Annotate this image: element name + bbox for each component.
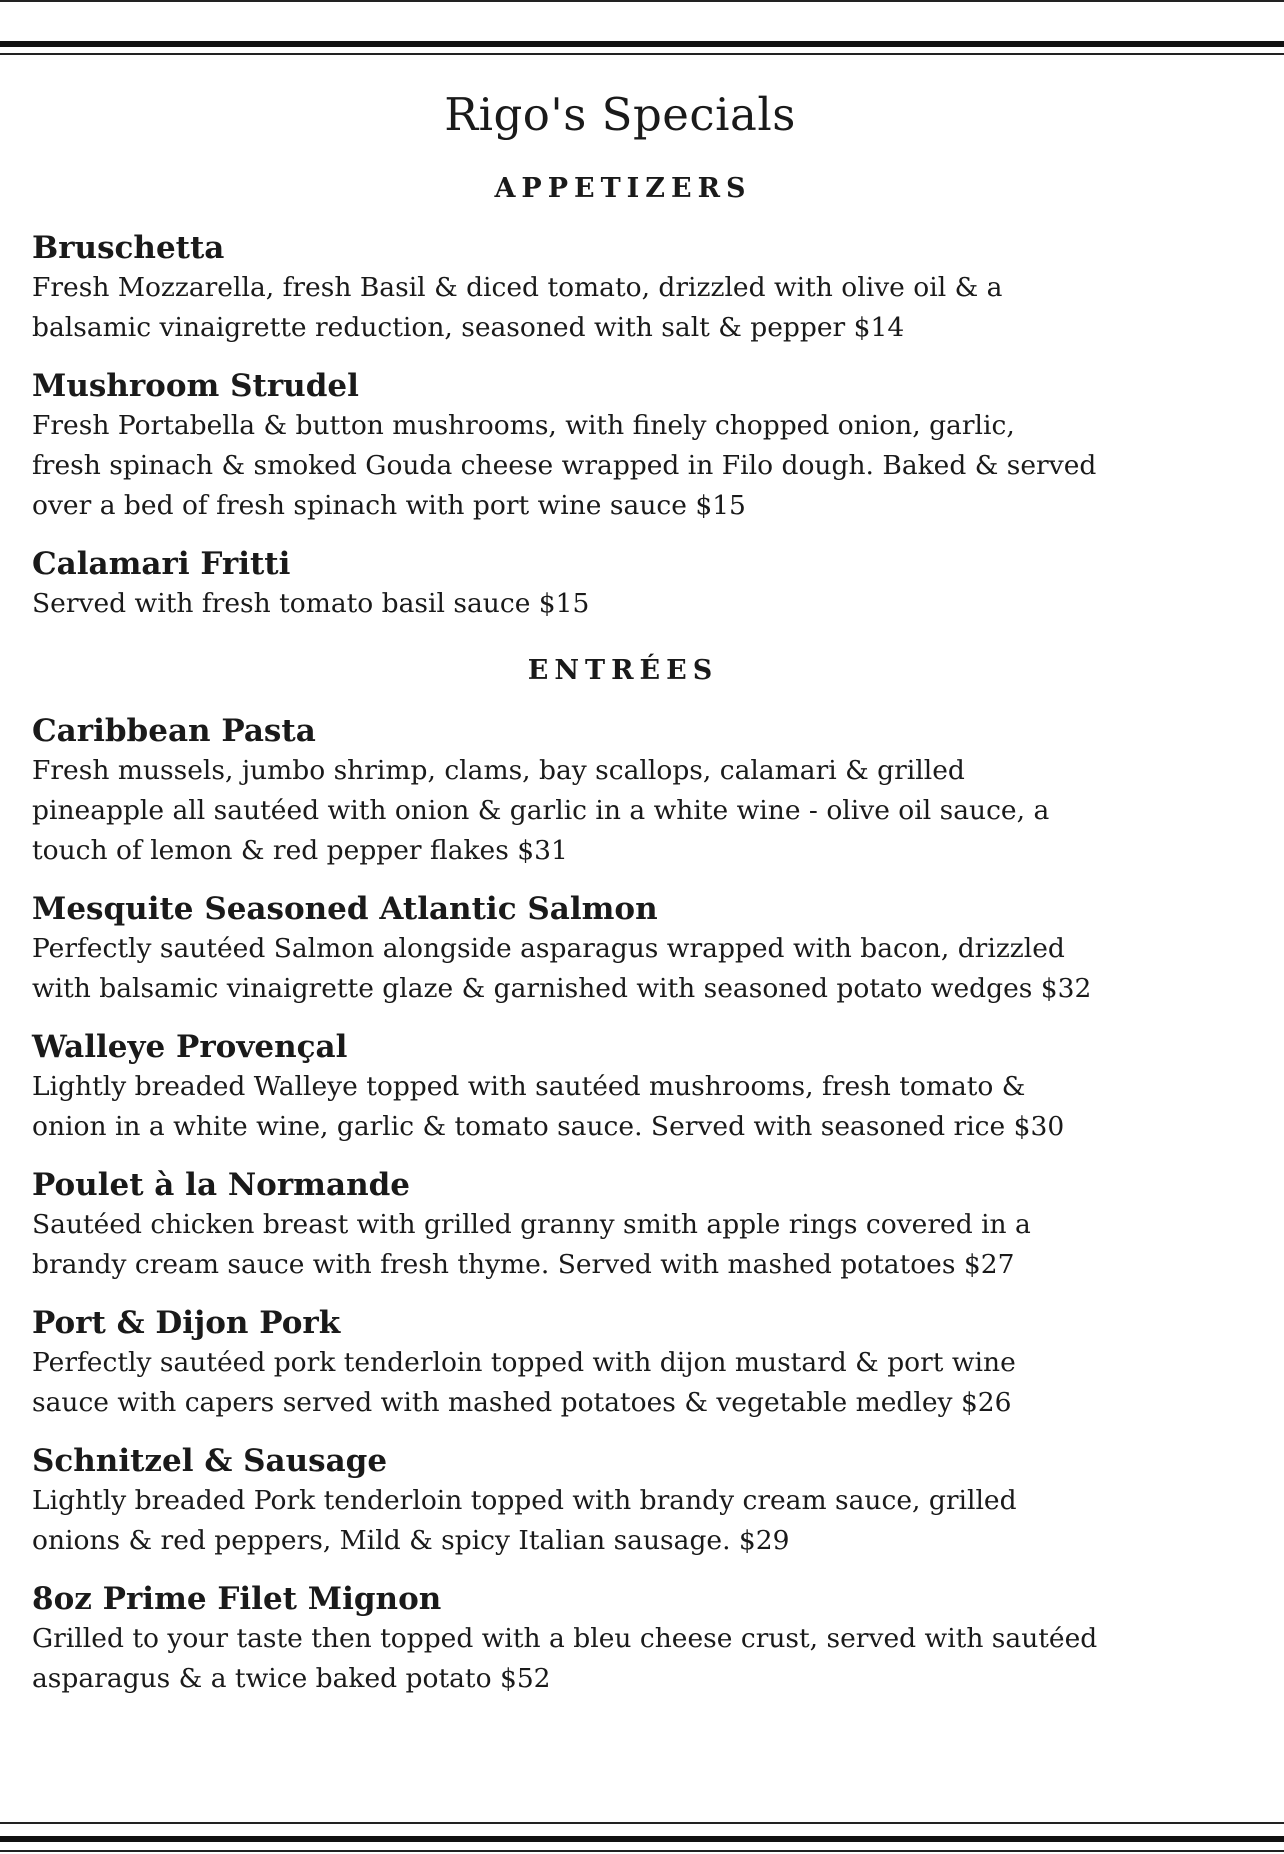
description-line: Lightly breaded Pork tenderloin topped with brandy cream sauce, grilled bbox=[32, 1485, 1017, 1516]
menu-item-name: Mushroom Strudel bbox=[32, 368, 359, 404]
menu-item-port-dijon-pork bbox=[32, 1303, 1252, 1423]
menu-item-filet-mignon bbox=[32, 1579, 1252, 1699]
menu-item-description bbox=[32, 1205, 1252, 1285]
description-line: Fresh Portabella & button mushrooms, with finely chopped onion, garlic, bbox=[32, 410, 1015, 441]
section-heading-appetizers: APPETIZERS bbox=[494, 173, 752, 204]
description-line: Fresh Mozzarella, fresh Basil & diced tomato, drizzled with olive oil & a bbox=[32, 272, 1003, 303]
menu-item-name: Bruschetta bbox=[32, 230, 225, 266]
menu-item-description bbox=[32, 406, 1252, 526]
description-line: touch of lemon & red pepper flakes $31 bbox=[32, 835, 568, 866]
description-line: Lightly breaded Walleye topped with sautéed mushrooms, fresh tomato & bbox=[32, 1071, 1026, 1102]
description-line: with balsamic vinaigrette glaze & garnished with seasoned potato wedges $32 bbox=[32, 973, 1092, 1004]
description-line: Grilled to your taste then topped with a bleu cheese crust, served with sautéed bbox=[32, 1623, 1098, 1654]
menu-item-calamari-fritti bbox=[32, 544, 1252, 624]
menu-item-description bbox=[32, 1343, 1252, 1423]
menu-item-bruschetta bbox=[32, 228, 1252, 348]
description-line: pineapple all sautéed with onion & garlic in a white wine - olive oil sauce, a bbox=[32, 795, 1050, 826]
menu-item-description bbox=[32, 751, 1252, 871]
menu-item-mushroom-strudel bbox=[32, 366, 1252, 526]
menu-item-description bbox=[32, 1619, 1252, 1699]
section-heading-entrees: ENTRÉES bbox=[527, 655, 719, 686]
description-line: asparagus & a twice baked potato $52 bbox=[32, 1663, 551, 1694]
menu-item-caribbean-pasta bbox=[32, 711, 1252, 871]
menu-item-description bbox=[32, 268, 1252, 348]
description-line: Served with fresh tomato basil sauce $15 bbox=[32, 588, 590, 619]
menu-item-name: 8oz Prime Filet Mignon bbox=[32, 1581, 442, 1617]
description-line: Fresh mussels, jumbo shrimp, clams, bay scallops, calamari & grilled bbox=[32, 755, 965, 786]
menu-item-poulet-normande bbox=[32, 1165, 1252, 1285]
description-line: over a bed of fresh spinach with port wine sauce $15 bbox=[32, 490, 746, 521]
description-line: brandy cream sauce with fresh thyme. Served with mashed potatoes $27 bbox=[32, 1249, 1015, 1280]
menu-title: Rigo's Specials bbox=[444, 88, 796, 141]
menu-item-name: Mesquite Seasoned Atlantic Salmon bbox=[32, 891, 658, 927]
menu-item-mesquite-salmon bbox=[32, 889, 1252, 1009]
menu-item-description bbox=[32, 1067, 1252, 1147]
description-line: fresh spinach & smoked Gouda cheese wrapped in Filo dough. Baked & served bbox=[32, 450, 1097, 481]
description-line: onions & red peppers, Mild & spicy Italian sausage. $29 bbox=[32, 1525, 790, 1556]
menu-item-description bbox=[32, 1481, 1252, 1561]
description-line: Sautéed chicken breast with grilled granny smith apple rings covered in a bbox=[32, 1209, 1031, 1240]
top-border-thick-rule bbox=[0, 41, 1284, 47]
bottom-border-thin-rule bbox=[0, 1850, 1284, 1852]
description-line: Perfectly sautéed Salmon alongside asparagus wrapped with bacon, drizzled bbox=[32, 933, 1065, 964]
menu-item-description bbox=[32, 584, 1252, 624]
description-line: Perfectly sautéed pork tenderloin topped with dijon mustard & port wine bbox=[32, 1347, 1016, 1378]
menu-item-name: Calamari Fritti bbox=[32, 546, 291, 582]
bottom-border-inner-rule bbox=[0, 1822, 1284, 1824]
top-border-thin-rule bbox=[0, 0, 1284, 2]
menu-item-name: Caribbean Pasta bbox=[32, 713, 316, 749]
description-line: onion in a white wine, garlic & tomato sauce. Served with seasoned rice $30 bbox=[32, 1111, 1065, 1142]
menu-item-schnitzel-sausage bbox=[32, 1441, 1252, 1561]
description-line: sauce with capers served with mashed potatoes & vegetable medley $26 bbox=[32, 1387, 1012, 1418]
menu-item-description bbox=[32, 929, 1252, 1009]
menu-item-name: Schnitzel & Sausage bbox=[32, 1443, 388, 1479]
menu-item-name: Walleye Provençal bbox=[32, 1029, 348, 1065]
menu-item-name: Poulet à la Normande bbox=[32, 1167, 411, 1203]
bottom-border-thick-rule bbox=[0, 1836, 1284, 1842]
top-border-inner-rule bbox=[0, 53, 1284, 55]
description-line: balsamic vinaigrette reduction, seasoned with salt & pepper $14 bbox=[32, 312, 905, 343]
menu-item-walleye-provencal bbox=[32, 1027, 1252, 1147]
menu-item-name: Port & Dijon Pork bbox=[32, 1305, 341, 1341]
